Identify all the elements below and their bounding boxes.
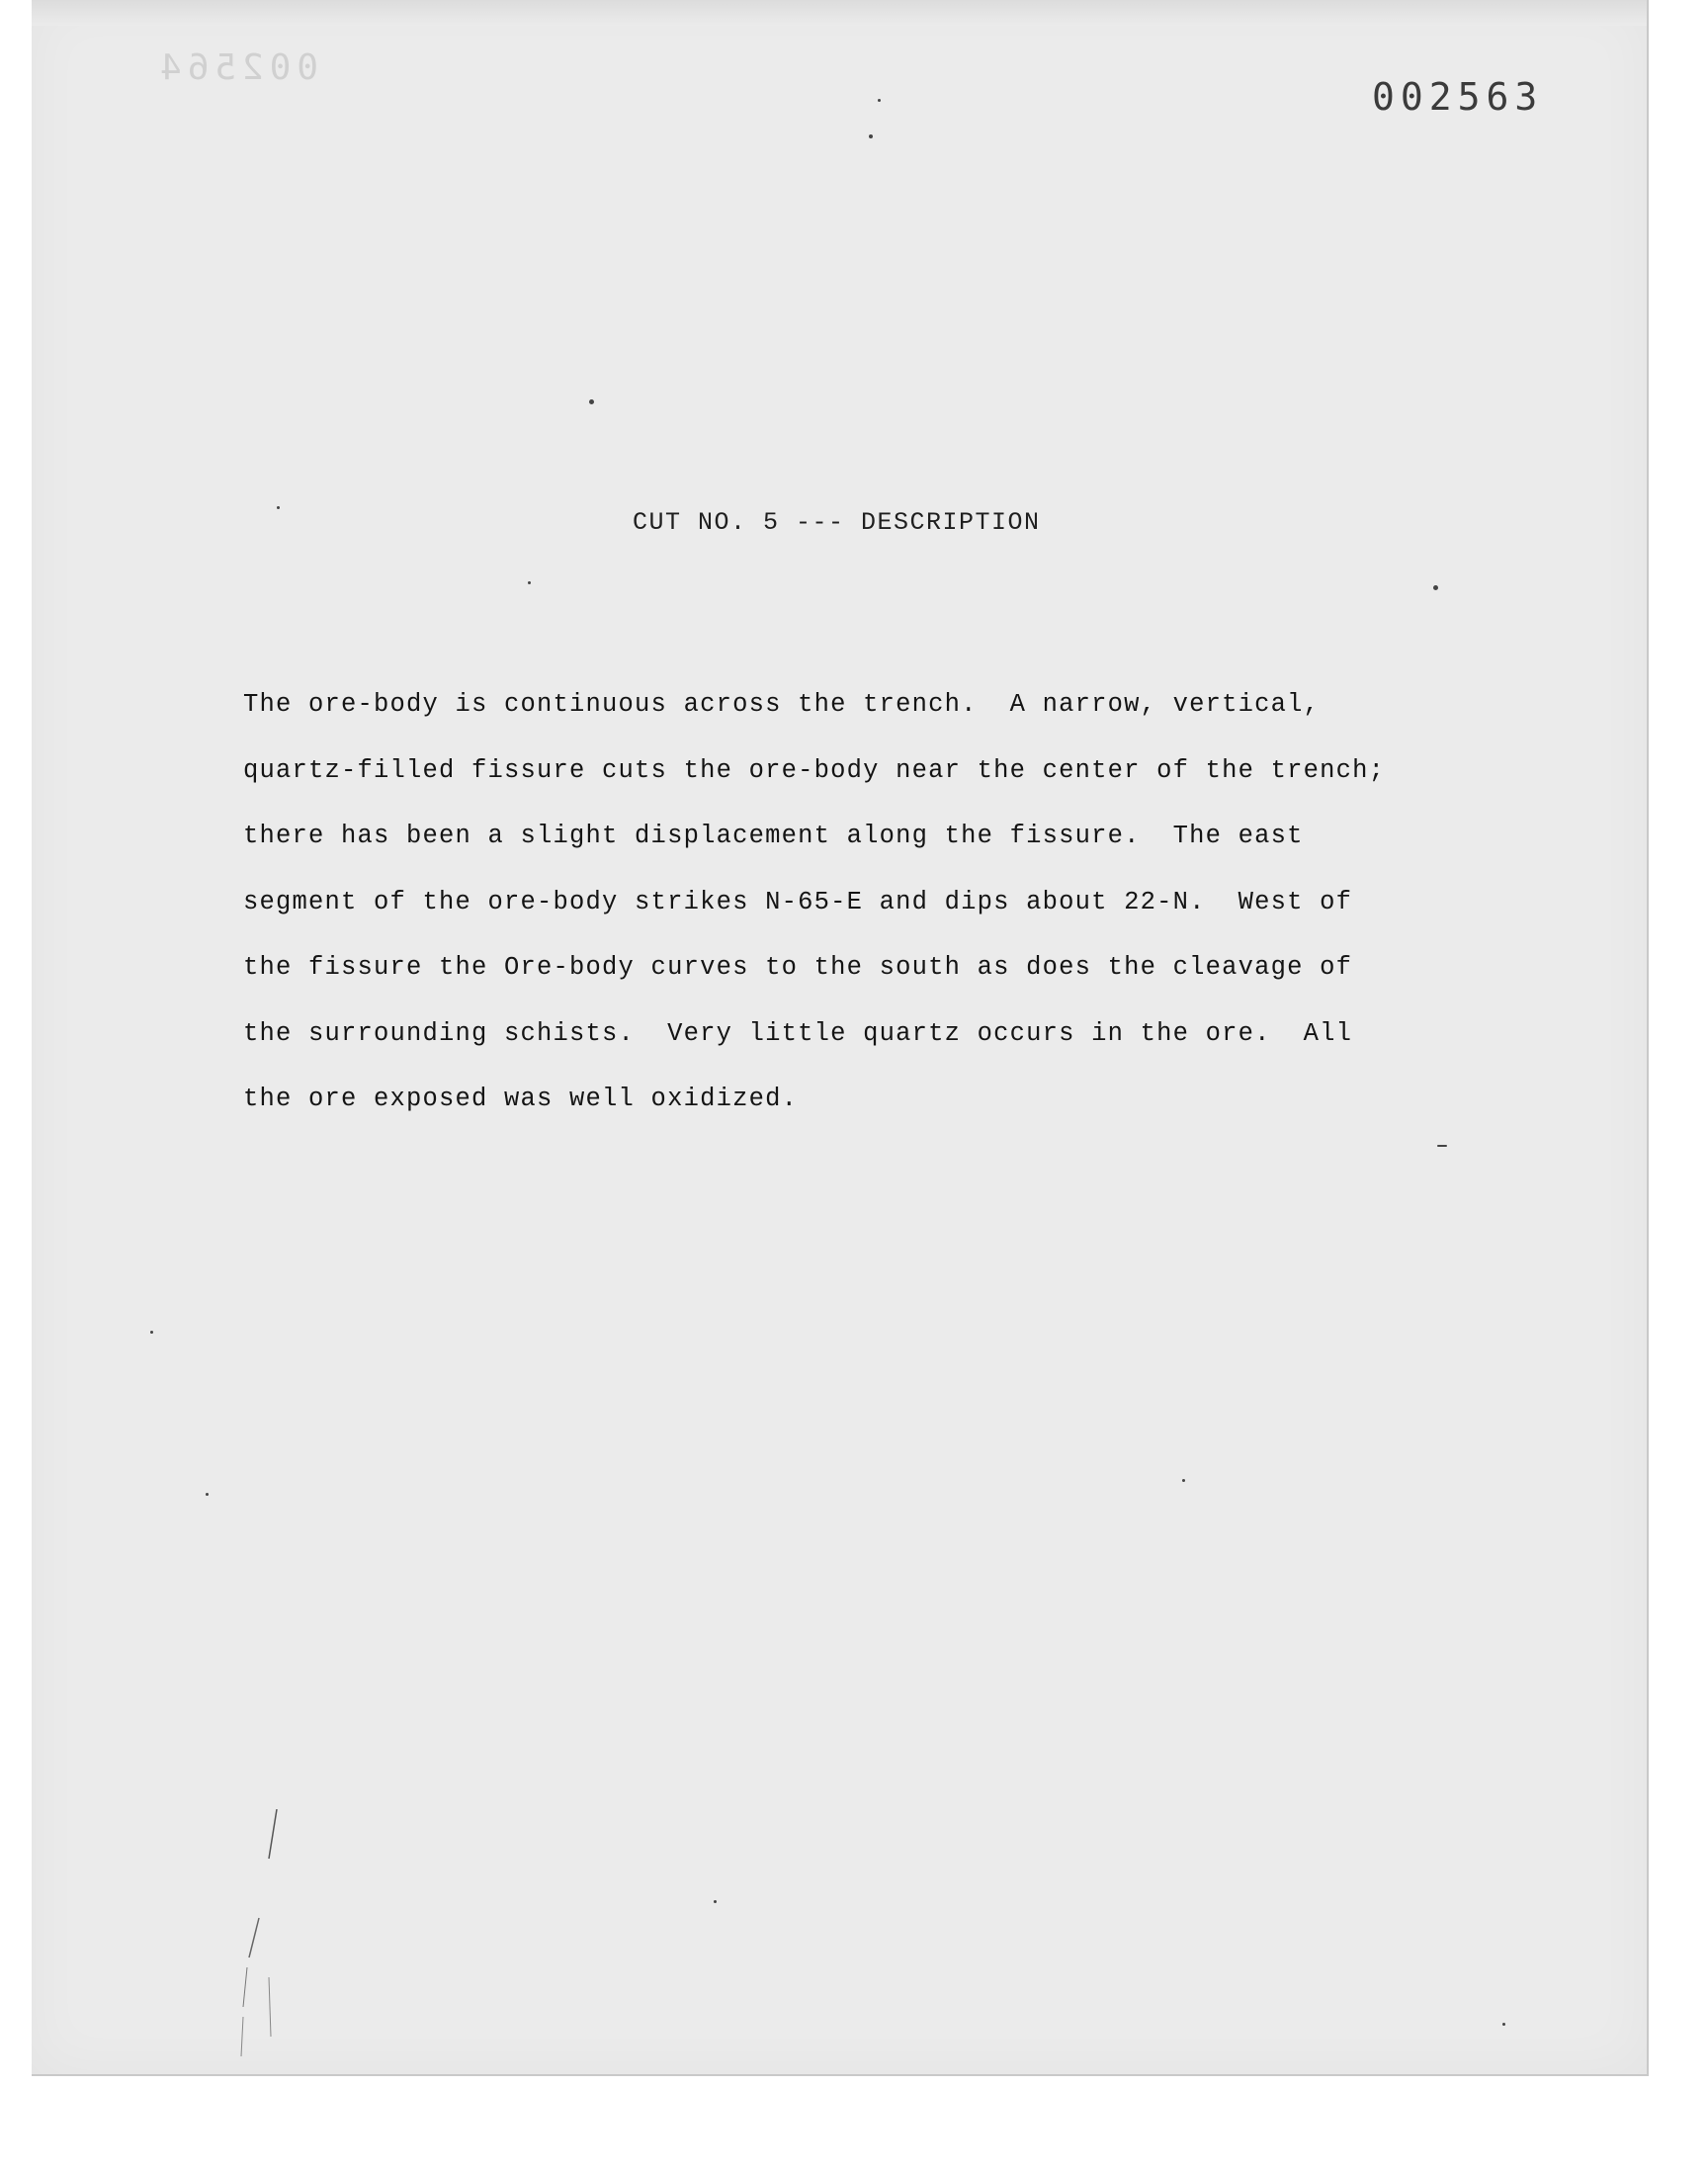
body-line: the fissure the Ore-body curves to the south as does the cleavage of: [243, 953, 1353, 982]
scan-speck: [869, 134, 873, 138]
scan-speck: [1433, 585, 1438, 590]
document-body: [243, 672, 1449, 1133]
scan-speck: [589, 399, 594, 404]
scan-speck: [1502, 2023, 1505, 2026]
top-edge-shadow: [32, 0, 1647, 26]
scan-speck: [528, 581, 531, 584]
body-line: The ore-body is continuous across the trench. A narrow, vertical,: [243, 690, 1321, 719]
scan-speck: [1182, 1479, 1185, 1482]
scan-speck: [878, 99, 881, 102]
page-number: 002563: [1372, 75, 1544, 119]
body-line: the ore exposed was well oxidized.: [243, 1085, 799, 1113]
body-line: segment of the ore-body strikes N-65-E and dips about 22-N. West of: [243, 887, 1353, 916]
document-title: CUT NO. 5 --- DESCRIPTION: [633, 508, 1041, 537]
body-line: there has been a slight displacement along the fissure. The east: [243, 822, 1304, 850]
body-line: the surrounding schists. Very little quartz occurs in the ore. All: [243, 1018, 1353, 1048]
scan-speck: [150, 1331, 153, 1334]
bleed-through-number: 002564: [154, 47, 319, 88]
scan-speck: [277, 506, 280, 509]
margin-scratch-mark: [229, 1809, 289, 2066]
scanned-page: [32, 0, 1649, 2076]
scan-speck: [206, 1493, 209, 1496]
scan-speck: [714, 1900, 717, 1903]
scan-speck: [1437, 1145, 1447, 1147]
body-line: quartz-filled fissure cuts the ore-body near the center of the trench;: [243, 755, 1386, 785]
